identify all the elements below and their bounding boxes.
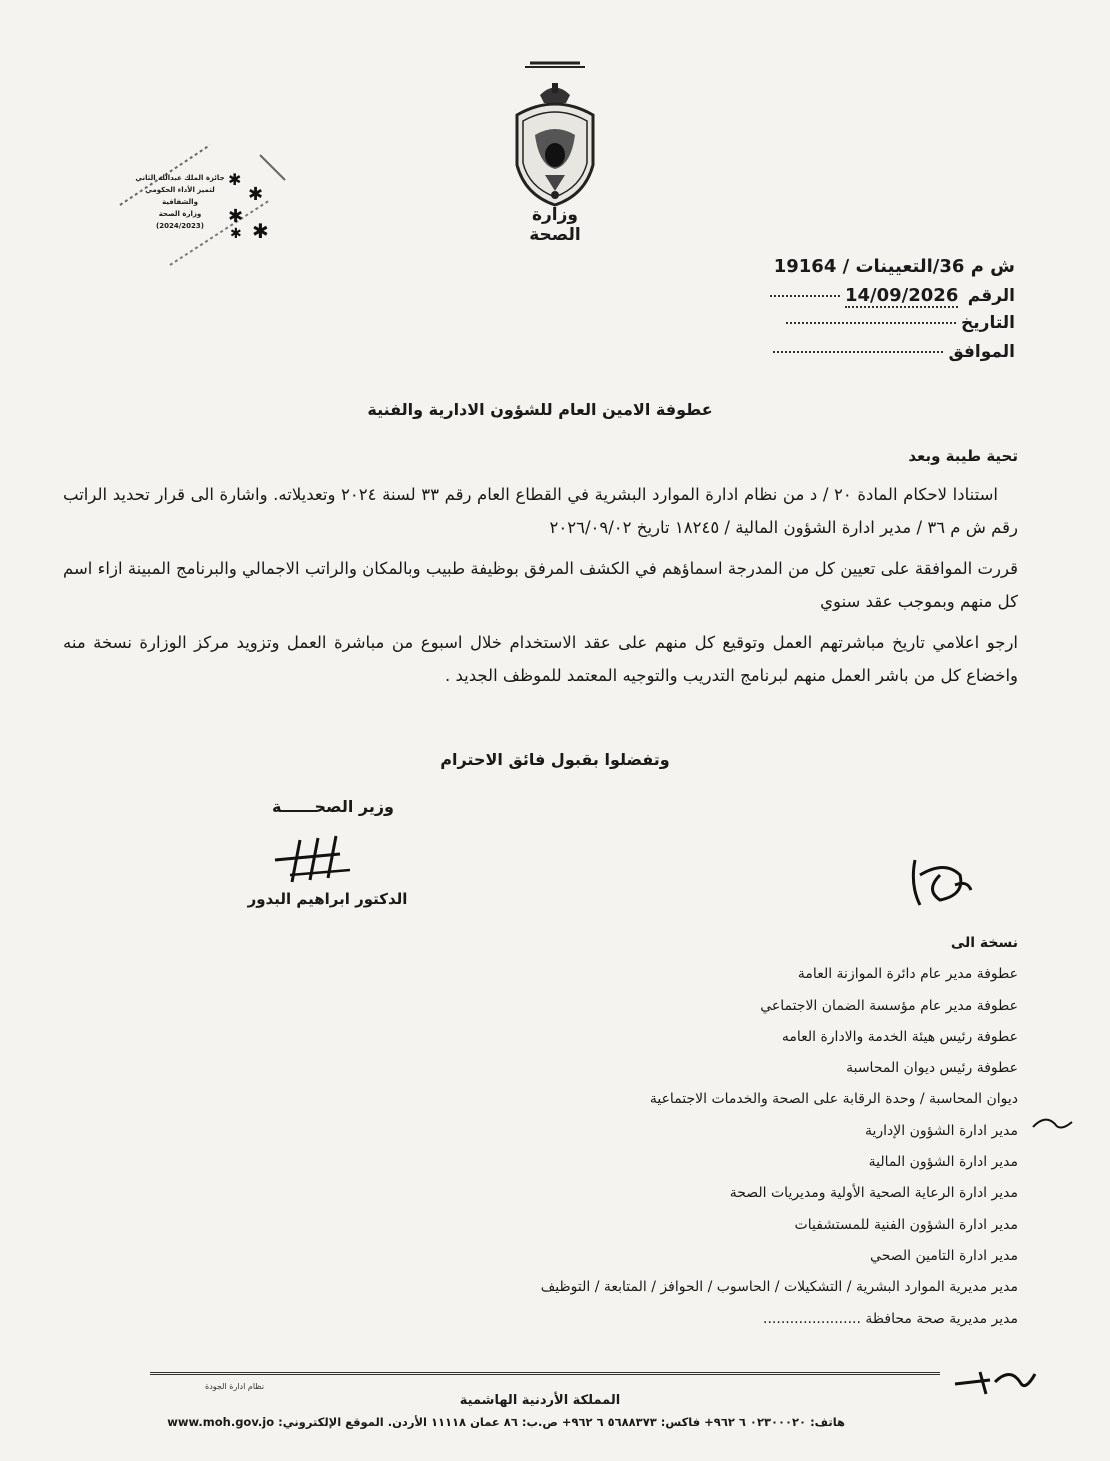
signatory-name: الدكتور ابراهيم البدور [247, 890, 408, 908]
number-label: الرقم [967, 286, 1015, 306]
award-stamp [110, 140, 290, 270]
corresponding-row [767, 342, 1015, 362]
copies-title: نسخة الى [950, 935, 1018, 951]
minister-signature [270, 830, 370, 890]
copy-item: عطوفة رئيس ديوان المحاسبة [846, 1060, 1018, 1077]
greeting: تحية طيبة وبعد [908, 447, 1018, 465]
svg-text:✱: ✱ [228, 170, 242, 189]
ministry-name: وزارة الصحة [529, 205, 581, 245]
copy-item: ديوان المحاسبة / وحدة الرقابة على الصحة والخدمات الاجتماعية [649, 1091, 1018, 1108]
copy-item: مدير مديرية صحة محافظة ...................... [763, 1310, 1018, 1327]
copy-item: مدير ادارة الشؤون الإدارية [864, 1122, 1018, 1139]
date-row [780, 313, 1015, 333]
body-paragraph-1: استنادا لاحكام المادة ٢٠ / د من نظام ادارة الموارد البشرية في القطاع العام رقم ٣٣ لسنة ٢٠٢٤ وتعديلاته. واشارة الى قرار تحديد الراتب رقم ش م ٣٦ / مدير ادارة الشؤون المالية / ١٨٢٤٥ تاريخ ٢٠٢٦/٠٩/٠٢ [63, 485, 1018, 537]
corresponding-label: الموافق [948, 342, 1015, 362]
stamp-line-2: لتميز الأداء الحكومي والشفافية [145, 186, 215, 206]
svg-text:✱: ✱ [252, 219, 269, 243]
signatory-title: وزير الصحــــــة [272, 797, 394, 816]
svg-text:✱: ✱ [248, 184, 264, 205]
number-value: 14/09/2026 [845, 285, 959, 306]
copy-item: عطوفة رئيس هيئة الخدمة والادارة العامه [781, 1028, 1018, 1045]
stamp-line-1: جائزة الملك عبدالله الثاني [135, 174, 225, 182]
copy-item: مدير مديرية الموارد البشرية / التشكيلات / الحاسوب / الحوافز / المتابعة / التوظيف [540, 1279, 1018, 1296]
reference-number-line: ش م 36/التعيينات / 19164 [773, 256, 1015, 277]
footer-contact: هاتف: ٠٢٣٠٠٠٢٠ ٦ ٩٦٢+ فاكس: ٥٦٨٨٣٧٣ ٦ ٩٦٢+ ص.ب: ٨٦ عمان ١١١١٨ الأردن. الموقع الإلكتروني: www.moh.gov.jo [167, 1415, 845, 1429]
footer-divider [150, 1372, 940, 1375]
copy-item: مدير ادارة الشؤون المالية [868, 1154, 1018, 1171]
copy-item: مدير ادارة التامين الصحي [870, 1247, 1018, 1264]
addressee: عطوفة الامين العام للشؤون الادارية والفنية [367, 400, 713, 419]
svg-text:✱: ✱ [228, 206, 244, 227]
stamp-line-3: وزارة الصحة [158, 210, 202, 218]
copy-item: مدير ادارة الرعاية الصحية الأولية ومديريات الصحة [729, 1185, 1018, 1202]
stamp-line-4: (2024/2023) [156, 222, 204, 230]
copies-list [318, 928, 1018, 1335]
copy-item: عطوفة مدير عام مؤسسة الضمان الاجتماعي [760, 997, 1018, 1014]
body-paragraph-2: قررت الموافقة على تعيين كل من المدرجة اسماؤهم في الكشف المرفق بوظيفة طبيب وبالمكان والراتب الاجمالي والبرنامج المبينة ازاء اسم كل منهم وبموجب عقد سنوي [63, 559, 1018, 611]
body-paragraph-3: ارجو اعلامي تاريخ مباشرتهم العمل وتوقيع كل منهم على عقد الاستخدام خلال اسبوع من مباشرة العمل وتزويد مركز الوزارة نسخة منه واخضاع كل من باشر العمل منهم لبرنامج التدريب والتوجيه المعتمد للموظف الجديد . [63, 633, 1018, 685]
footer-kingdom: المملكة الأردنية الهاشمية [459, 1393, 621, 1408]
initials-signature [905, 855, 975, 915]
date-label: التاريخ [961, 313, 1015, 333]
copy-item: عطوفة مدير عام دائرة الموازنة العامة [797, 966, 1018, 983]
svg-text:✱: ✱ [230, 226, 242, 242]
copy-item: مدير ادارة الشؤون الفنية للمستشفيات [794, 1216, 1018, 1233]
handwritten-mark [1030, 1112, 1075, 1137]
footer-quality-note: نظام ادارة الجودة [205, 1382, 265, 1391]
closing-line: وتفضلوا بقبول فائق الاحترام [440, 750, 670, 769]
reference-number-row [764, 285, 1015, 306]
